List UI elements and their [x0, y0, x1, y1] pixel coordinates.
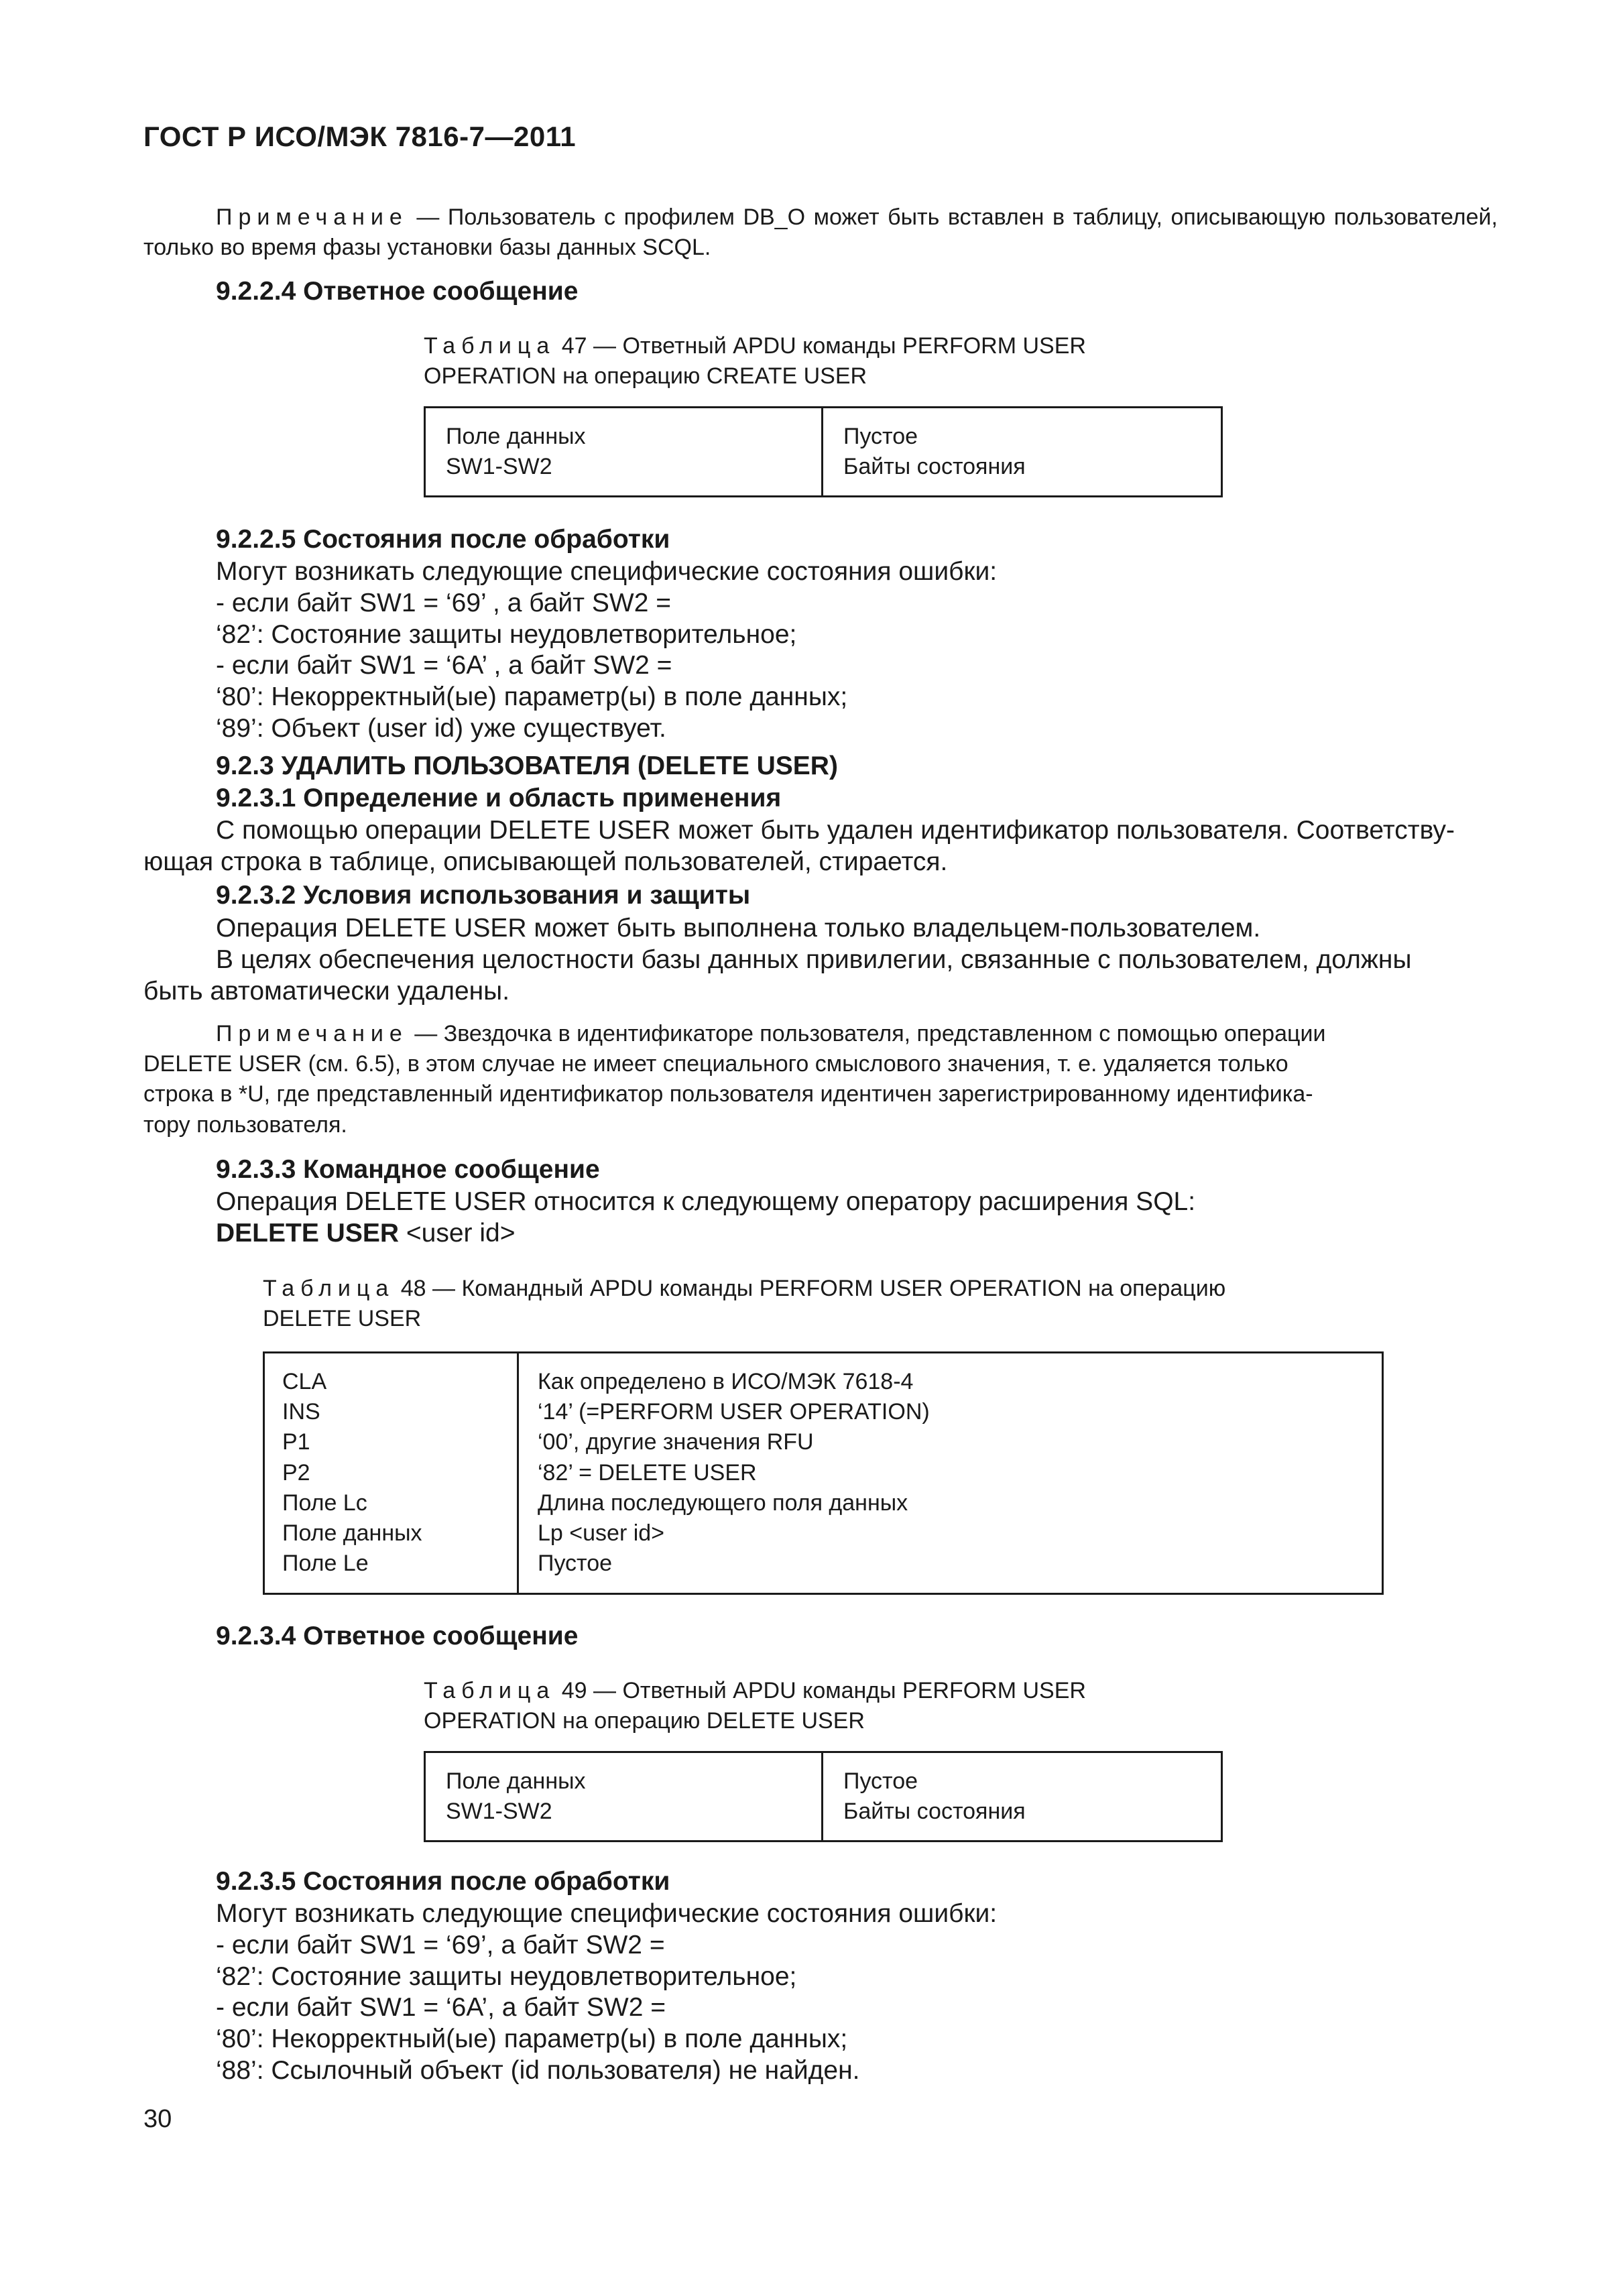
section-heading-9-2-3-4: 9.2.3.4 Ответное сообщение	[216, 1622, 579, 1650]
text-line: Могут возникать следующие специфические состояния ошибки:	[216, 557, 998, 586]
table-cell: ‘00’, другие значения RFU	[538, 1429, 814, 1455]
table-cell: ‘82’ = DELETE USER	[538, 1459, 757, 1486]
section-heading-9-2-3-3: 9.2.3.3 Командное сообщение	[216, 1155, 600, 1184]
caption-prefix: Таблица	[424, 1678, 556, 1703]
text-line: ‘82’: Состояние защиты неудовлетворительное;	[216, 1961, 797, 1991]
section-heading-9-2-3-2: 9.2.3.2 Условия использования и защиты	[216, 881, 751, 910]
table-49-caption	[424, 1676, 1228, 1736]
section-heading-9-2-2-5: 9.2.2.5 Состояния после обработки	[216, 525, 670, 554]
section-heading-9-2-3-5: 9.2.3.5 Состояния после обработки	[216, 1867, 670, 1896]
section-heading-9-2-3-1: 9.2.3.1 Определение и область применения	[216, 784, 782, 812]
table-cell: SW1-SW2	[446, 454, 552, 480]
page-number: 30	[143, 2105, 172, 2133]
table-cell: Как определено в ИСО/МЭК 7618-4	[538, 1369, 914, 1394]
table-47	[424, 406, 1223, 497]
caption-prefix: Таблица	[424, 333, 556, 359]
section-heading-9-2-2-4: 9.2.2.4 Ответное сообщение	[216, 277, 579, 306]
table-49-col2	[823, 1752, 1222, 1841]
note-text: — Пользователь с профилем DB_O может быть вставлен в таблицу, описывающую пользователей, только во время фазы установки базы данных SCQL.	[143, 204, 1498, 261]
table-cell: ‘14’ (=PERFORM USER OPERATION)	[538, 1399, 930, 1425]
table-48-col2	[518, 1353, 1383, 1594]
definition-paragraph	[143, 815, 1498, 878]
table-cell: Поле Le	[282, 1551, 369, 1577]
caption-line1: 48 — Командный APDU команды PERFORM USER OPERATION на операцию	[394, 1276, 1226, 1301]
text-line: Операция DELETE USER относится к следующему оператору расширения SQL:	[216, 1187, 1196, 1216]
table-cell: Поле данных	[282, 1520, 422, 1547]
text-line: В целях обеспечения целостности базы данных привилегии, связанные с пользователем, должны	[216, 945, 1412, 974]
table-cell: INS	[282, 1399, 320, 1425]
table-cell: CLA	[282, 1369, 327, 1394]
caption-line2: OPERATION на операцию DELETE USER	[424, 1708, 865, 1734]
note-text: DELETE USER (см. 6.5), в этом случае не имеет специального смыслового значения, т. е. удаляется только	[143, 1051, 1288, 1077]
table-cell: SW1-SW2	[446, 1799, 552, 1825]
caption-line1: 49 — Ответный APDU команды PERFORM USER	[555, 1678, 1086, 1703]
table-47-col2	[823, 408, 1222, 497]
table-48	[263, 1351, 1384, 1595]
table-cell: Пустое	[538, 1551, 613, 1577]
sql-argument: <user id>	[399, 1218, 516, 1248]
caption-line1: 47 — Ответный APDU команды PERFORM USER	[555, 333, 1086, 359]
text-line: - если байт SW1 = ‘6A’, а байт SW2 =	[216, 1993, 666, 2022]
note-prefix: Примечание	[216, 204, 408, 230]
text-line: ‘88’: Ссылочный объект (id пользователя) не найден.	[216, 2055, 860, 2085]
text-line: ющая строка в таблице, описывающей пользователей, стирается.	[143, 847, 948, 876]
table-cell: P2	[282, 1459, 310, 1486]
text-line: ‘89’: Объект (user id) уже существует.	[216, 713, 666, 743]
command-message-paragraph	[216, 1187, 1490, 1250]
note-prefix: Примечание	[216, 1021, 408, 1046]
note-text: тору пользователя.	[143, 1111, 347, 1138]
table-cell: Пустое	[843, 424, 918, 449]
error-states-delete-user	[216, 1898, 1490, 2087]
table-49-col1	[425, 1752, 823, 1841]
caption-prefix: Таблица	[263, 1276, 395, 1301]
text-line: Могут возникать следующие специфические состояния ошибки:	[216, 1899, 998, 1928]
text-line: Операция DELETE USER может быть выполнена только владельцем-пользователем.	[216, 914, 1261, 943]
table-cell: Поле данных	[446, 1768, 586, 1794]
sql-keyword: DELETE USER	[216, 1218, 400, 1248]
table-cell: Длина последующего поля данных	[538, 1490, 908, 1516]
table-cell: Поле Lc	[282, 1490, 367, 1516]
table-cell: P1	[282, 1429, 310, 1455]
section-heading-9-2-3: 9.2.3 УДАЛИТЬ ПОЛЬЗОВАТЕЛЯ (DELETE USER)	[216, 751, 838, 780]
text-line: ‘80’: Некорректный(ые) параметр(ы) в поле данных;	[216, 682, 848, 712]
note-create-user	[143, 202, 1498, 263]
caption-line2: OPERATION на операцию CREATE USER	[424, 363, 867, 389]
table-cell: Пустое	[843, 1768, 918, 1794]
text-line: ‘82’: Состояние защиты неудовлетворительное;	[216, 619, 797, 649]
text-line: быть автоматически удалены.	[143, 976, 510, 1006]
sql-syntax	[216, 1218, 1490, 1250]
table-47-caption	[424, 331, 1228, 391]
note-text: строка в *U, где представленный идентификатор пользователя идентичен зарегистрированному идентифика-	[143, 1081, 1313, 1107]
usage-conditions-paragraph	[143, 913, 1498, 1007]
note-delete-user	[143, 1019, 1498, 1140]
table-cell: Байты состояния	[843, 1799, 1026, 1825]
caption-line2: DELETE USER	[263, 1306, 422, 1332]
table-cell: Байты состояния	[843, 454, 1026, 480]
table-cell: Поле данных	[446, 424, 586, 449]
table-49	[424, 1751, 1223, 1842]
text-line: - если байт SW1 = ‘69’ , а байт SW2 =	[216, 588, 671, 617]
text-line: - если байт SW1 = ‘6A’ , а байт SW2 =	[216, 651, 672, 680]
table-cell: Lp <user id>	[538, 1520, 665, 1547]
document-header: ГОСТ Р ИСО/МЭК 7816-7—2011	[143, 121, 577, 152]
note-text: — Звездочка в идентификаторе пользователя, представленном с помощью операции	[408, 1021, 1326, 1046]
text-line: С помощью операции DELETE USER может быть удален идентификатор пользователя. Соответству-	[216, 816, 1455, 845]
text-line: ‘80’: Некорректный(ые) параметр(ы) в поле данных;	[216, 2025, 848, 2054]
table-47-col1	[425, 408, 823, 497]
text-line: - если байт SW1 = ‘69’, а байт SW2 =	[216, 1930, 665, 1959]
error-states-create-user	[216, 556, 1490, 745]
table-48-caption	[263, 1274, 1402, 1334]
table-48-col1	[264, 1353, 518, 1594]
